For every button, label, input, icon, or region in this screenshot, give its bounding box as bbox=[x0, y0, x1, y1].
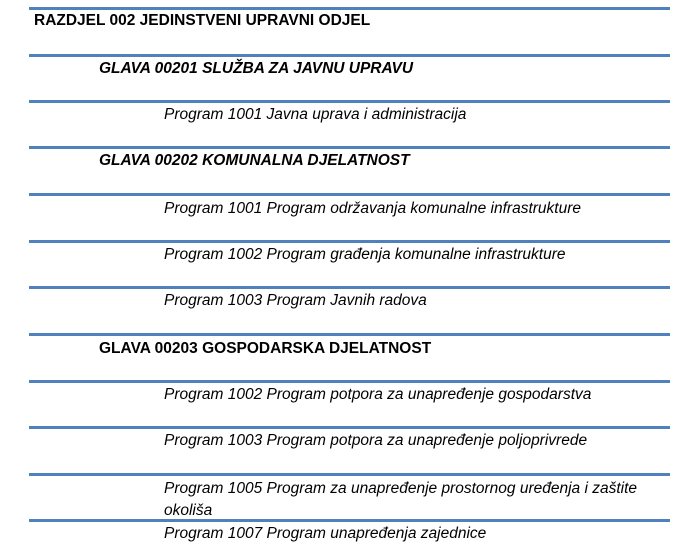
divider-line bbox=[29, 286, 670, 289]
program-item: Program 1002 Program potpora za unapređenje gospodarstva bbox=[164, 386, 592, 403]
divider-line bbox=[29, 519, 670, 522]
divider-line bbox=[29, 240, 670, 243]
program-item: Program 1002 Program građenja komunalne infrastrukture bbox=[164, 246, 566, 263]
razdjel-heading: RAZDJEL 002 JEDINSTVENI UPRAVNI ODJEL bbox=[34, 12, 371, 29]
program-item: Program 1005 Program za unapređenje prostornog uređenja i zaštite okoliša bbox=[164, 480, 638, 519]
divider-line bbox=[29, 380, 670, 383]
program-item: Program 1001 Javna uprava i administracija bbox=[164, 106, 467, 123]
program-item: Program 1003 Program Javnih radova bbox=[164, 292, 427, 309]
program-item: Program 1007 Program unapređenja zajednice bbox=[164, 525, 487, 542]
divider-line bbox=[29, 146, 670, 149]
divider-line bbox=[29, 473, 670, 476]
glava-heading-00203: GLAVA 00203 GOSPODARSKA DJELATNOST bbox=[99, 340, 432, 357]
program-item: Program 1003 Program potpora za unapređenje poljoprivrede bbox=[164, 432, 588, 449]
divider-line bbox=[29, 333, 670, 336]
divider-line bbox=[29, 193, 670, 196]
program-item: Program 1001 Program održavanja komunalne infrastrukture bbox=[164, 200, 581, 217]
glava-heading-00202: GLAVA 00202 KOMUNALNA DJELATNOST bbox=[99, 152, 410, 169]
divider-line bbox=[29, 426, 670, 429]
divider-line bbox=[29, 100, 670, 103]
glava-heading-00201: GLAVA 00201 SLUŽBA ZA JAVNU UPRAVU bbox=[99, 60, 414, 77]
divider-line bbox=[29, 54, 670, 57]
